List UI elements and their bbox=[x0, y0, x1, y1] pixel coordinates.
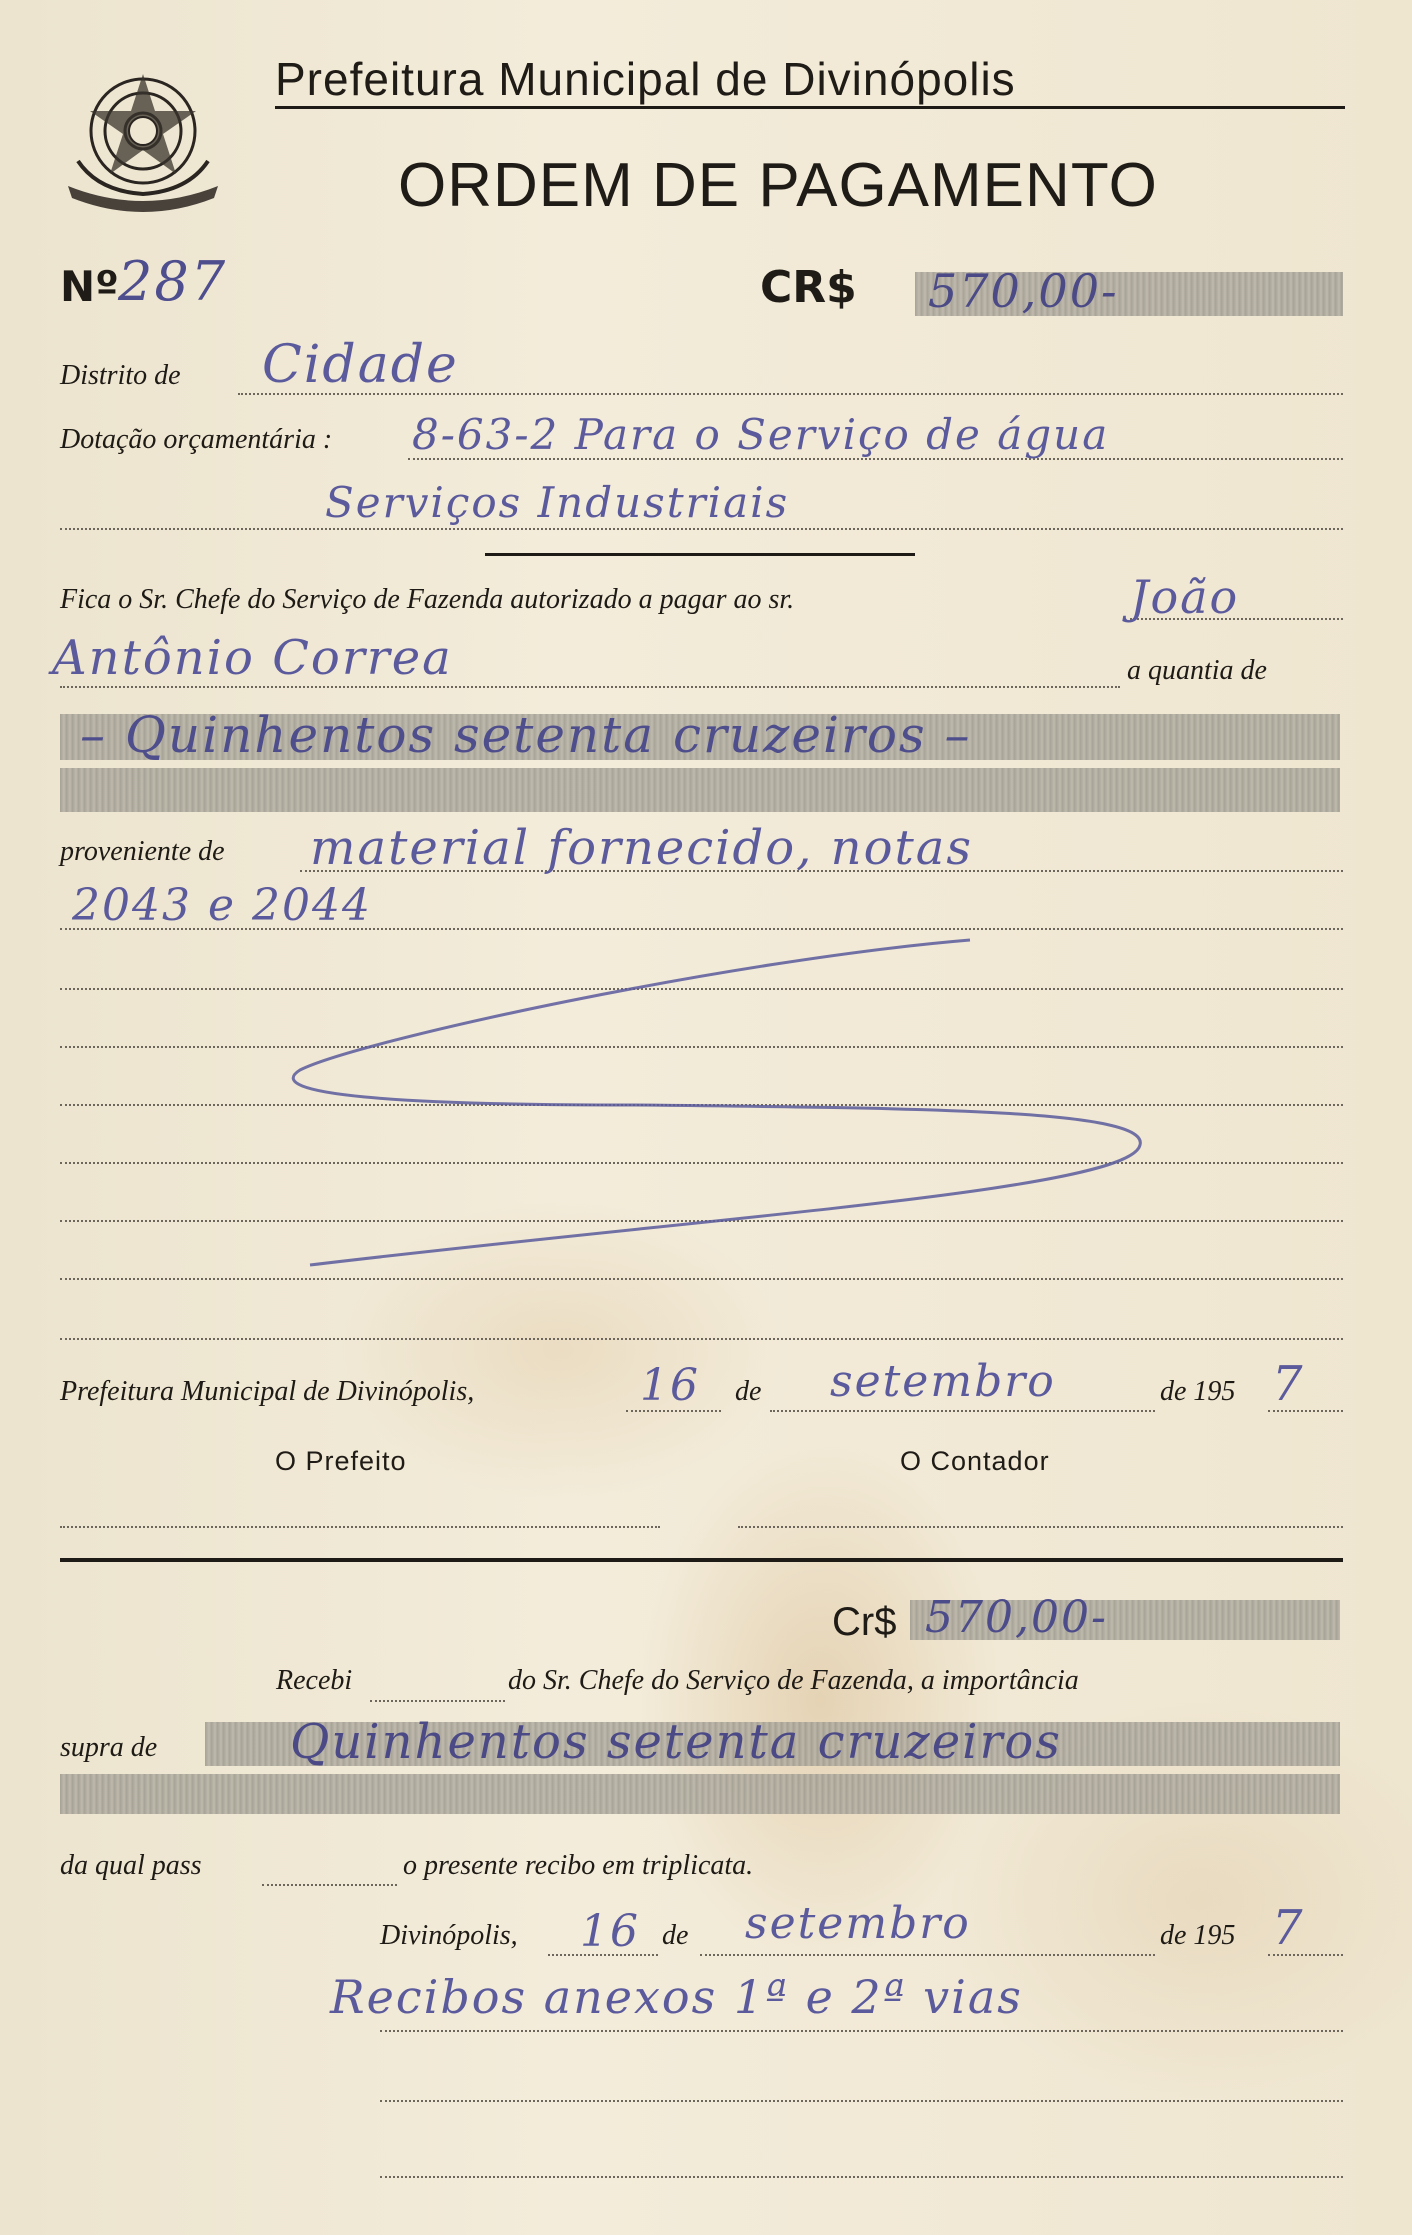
note-line-2 bbox=[380, 2100, 1343, 2102]
authorization-text: Fica o Sr. Chefe do Serviço de Fazenda autorizado a pagar ao sr. bbox=[60, 584, 795, 615]
ruled-line bbox=[60, 1338, 1343, 1340]
number-label: Nº bbox=[60, 262, 119, 311]
received-from-text: do Sr. Chefe do Serviço de Fazenda, a importância bbox=[508, 1665, 1079, 1696]
district-label: Distrito de bbox=[60, 360, 181, 391]
amount-currency-label: CR$ bbox=[760, 262, 857, 313]
handwritten-note: Recibos anexos 1ª e 2ª vias bbox=[330, 1970, 1023, 2024]
budget-allocation-label: Dotação orçamentária : bbox=[60, 424, 333, 455]
accountant-signature-line bbox=[738, 1526, 1343, 1528]
receipt-year-prefix: de 195 bbox=[1160, 1920, 1236, 1951]
year-digit: 7 bbox=[1272, 1356, 1305, 1412]
origin-value-2: 2043 e 2044 bbox=[72, 880, 372, 931]
section-divider bbox=[485, 553, 915, 556]
receipt-words-field-2 bbox=[60, 1774, 1340, 1814]
district-value: Cidade bbox=[262, 335, 459, 395]
amount-value: 570,00- bbox=[928, 264, 1119, 318]
month-value: setembro bbox=[830, 1356, 1056, 1407]
header-rule bbox=[275, 106, 1345, 109]
whereof-blank-line bbox=[262, 1884, 397, 1886]
received-blank-line bbox=[370, 1700, 505, 1702]
mayor-label: O Prefeito bbox=[275, 1446, 407, 1476]
whereof-label: da qual pass bbox=[60, 1850, 202, 1881]
payee-line-2 bbox=[60, 686, 1120, 688]
note-line-1 bbox=[380, 2030, 1343, 2032]
payee-first-name: João bbox=[1130, 570, 1240, 624]
origin-label: proveniente de bbox=[60, 836, 225, 867]
allocation-value-2: Serviços Industriais bbox=[325, 478, 790, 527]
receipt-day-value: 16 bbox=[580, 1906, 640, 1957]
receipt-month-value: setembro bbox=[745, 1898, 971, 1949]
date-of-label: de bbox=[735, 1376, 762, 1407]
document-title: ORDEM DE PAGAMENTO bbox=[398, 151, 1158, 220]
municipality-header bbox=[245, 52, 1016, 106]
year-prefix: de 195 bbox=[1160, 1376, 1236, 1407]
origin-value-1: material fornecido, notas bbox=[310, 820, 974, 876]
receipt-separator bbox=[60, 1558, 1343, 1562]
amount-words-field-2 bbox=[60, 768, 1340, 812]
payee-surname: Antônio Correa bbox=[52, 630, 453, 686]
accountant-label: O Contador bbox=[900, 1446, 1050, 1476]
received-label: Recebi bbox=[276, 1665, 353, 1696]
mayor-signature-line bbox=[60, 1526, 660, 1528]
amount-in-words: – Quinhentos setenta cruzeiros – bbox=[80, 706, 972, 764]
note-line-3 bbox=[380, 2176, 1343, 2178]
supra-label: supra de bbox=[60, 1732, 158, 1763]
receipt-currency-label: Cr$ bbox=[832, 1600, 897, 1644]
receipt-month-line bbox=[700, 1954, 1155, 1956]
receipt-place-label: Divinópolis, bbox=[380, 1920, 518, 1951]
municipality-name: Prefeitura Municipal de Divinópolis bbox=[275, 53, 1016, 105]
day-value: 16 bbox=[640, 1360, 700, 1411]
amount-of-label: a quantia de bbox=[1127, 655, 1267, 686]
receipt-of-label: de bbox=[662, 1920, 689, 1951]
date-place-label: Prefeitura Municipal de Divinópolis, bbox=[60, 1376, 475, 1407]
coat-of-arms-seal bbox=[58, 66, 228, 216]
allocation-line-2 bbox=[60, 528, 1343, 530]
triplicate-text: o presente recibo em triplicata. bbox=[403, 1850, 754, 1881]
receipt-amount-value: 570,00- bbox=[925, 1592, 1108, 1643]
cancellation-scribble bbox=[280, 920, 1180, 1280]
month-line bbox=[770, 1410, 1155, 1412]
order-number: 287 bbox=[118, 250, 228, 313]
allocation-value-1: 8-63-2 Para o Serviço de água bbox=[412, 410, 1110, 459]
receipt-year-digit: 7 bbox=[1272, 1900, 1305, 1956]
receipt-amount-words: Quinhentos setenta cruzeiros bbox=[290, 1714, 1062, 1770]
